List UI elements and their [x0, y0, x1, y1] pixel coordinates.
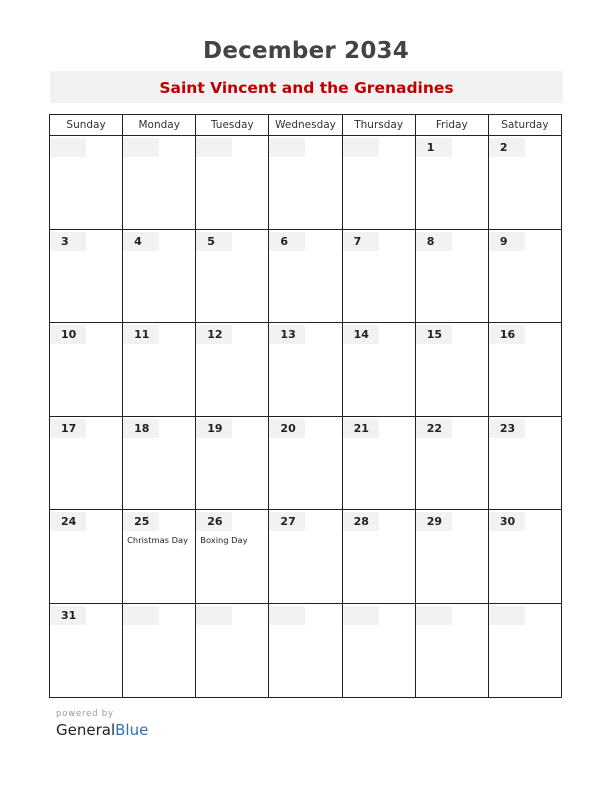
calendar-week-row [50, 510, 562, 604]
day-cell [123, 417, 196, 511]
brand-name-blue: Blue [115, 721, 149, 739]
day-number: 29 [426, 515, 443, 529]
day-cell [489, 510, 562, 604]
day-number: 5 [207, 234, 215, 248]
day-cell [416, 323, 489, 417]
brand-name-general: General [56, 721, 116, 739]
day-number: 3 [61, 234, 69, 248]
weekday-header-row [50, 115, 562, 136]
day-cell [269, 510, 342, 604]
weekday-monday: Monday [123, 115, 196, 136]
day-cell [416, 417, 489, 511]
day-cell [50, 136, 123, 230]
day-cell [489, 136, 562, 230]
day-number: 6 [280, 234, 289, 248]
country-name: Saint Vincent and the Grenadines [159, 79, 454, 97]
date-label-background [269, 138, 305, 157]
day-number: 22 [426, 421, 443, 435]
day-cell [123, 510, 196, 604]
day-cell [489, 323, 562, 417]
day-cell [196, 510, 269, 604]
holiday-event: Boxing Day [200, 535, 248, 546]
weekday-thursday: Thursday [343, 115, 416, 136]
day-number: 7 [353, 234, 362, 248]
day-number: 19 [207, 421, 223, 435]
day-cell [123, 230, 196, 324]
calendar-grid [49, 114, 562, 698]
day-number: 24 [61, 515, 77, 529]
day-cell [123, 323, 196, 417]
day-cell [343, 417, 416, 511]
day-cell [123, 604, 196, 698]
date-label-background [269, 606, 305, 625]
day-cell [196, 230, 269, 324]
day-cell [489, 230, 562, 324]
day-cell [269, 417, 342, 511]
day-cell [416, 604, 489, 698]
brand-logo [56, 721, 148, 739]
day-number: 12 [207, 328, 223, 342]
day-cell [343, 510, 416, 604]
calendar-week-row [50, 604, 562, 698]
calendar-week-row [50, 417, 562, 511]
country-banner [50, 71, 563, 103]
day-cell [269, 230, 342, 324]
day-number: 17 [61, 421, 77, 435]
date-label-background [196, 606, 232, 625]
page-title: December 2034 [203, 38, 409, 64]
day-number: 31 [61, 608, 77, 622]
day-number: 23 [499, 421, 516, 435]
day-cell [416, 510, 489, 604]
day-number: 11 [134, 328, 150, 342]
date-label-background [50, 138, 86, 157]
day-number: 10 [61, 328, 77, 342]
weekday-tuesday: Tuesday [196, 115, 269, 136]
day-cell [269, 604, 342, 698]
calendar-week-row [50, 230, 562, 324]
day-number: 15 [426, 328, 443, 342]
day-number: 18 [134, 421, 150, 435]
date-label-background [123, 606, 159, 625]
day-number: 16 [499, 328, 516, 342]
date-label-background [196, 138, 232, 157]
day-cell [343, 230, 416, 324]
footer [56, 709, 148, 739]
day-cell [343, 136, 416, 230]
powered-by-text: powered by [56, 709, 114, 719]
day-cell [50, 510, 123, 604]
day-number: 26 [207, 515, 223, 529]
day-cell [196, 323, 269, 417]
day-cell [196, 604, 269, 698]
day-number: 14 [353, 328, 369, 342]
weekday-friday: Friday [416, 115, 489, 136]
day-number: 30 [499, 515, 516, 529]
day-number: 2 [499, 141, 508, 154]
calendar-weeks [50, 136, 562, 698]
date-label-background [343, 606, 379, 625]
date-label-background [489, 606, 525, 625]
date-label-background [416, 606, 452, 625]
day-cell [50, 417, 123, 511]
day-cell [196, 136, 269, 230]
day-cell [196, 417, 269, 511]
date-label-background [343, 138, 379, 157]
day-number: 1 [426, 141, 435, 154]
day-number: 21 [353, 421, 369, 435]
day-cell [269, 136, 342, 230]
day-cell [123, 136, 196, 230]
day-cell [416, 230, 489, 324]
date-label-background [123, 138, 159, 157]
day-cell [50, 230, 123, 324]
day-number: 13 [280, 328, 296, 342]
day-number: 8 [426, 234, 435, 248]
day-cell [50, 323, 123, 417]
day-number: 28 [353, 515, 369, 529]
day-cell [50, 604, 123, 698]
day-cell [343, 323, 416, 417]
weekday-sunday: Sunday [50, 115, 123, 136]
day-number: 27 [280, 515, 296, 529]
day-cell [489, 417, 562, 511]
day-number: 4 [134, 234, 142, 248]
holiday-event: Christmas Day [127, 535, 188, 546]
day-number: 25 [134, 515, 150, 529]
weekday-wednesday: Wednesday [269, 115, 342, 136]
day-cell [416, 136, 489, 230]
weekday-saturday: Saturday [489, 115, 562, 136]
day-number: 9 [499, 234, 508, 248]
calendar-week-row [50, 323, 562, 417]
day-cell [489, 604, 562, 698]
day-number: 20 [280, 421, 296, 435]
day-cell [269, 323, 342, 417]
calendar-week-row [50, 136, 562, 230]
day-cell [343, 604, 416, 698]
